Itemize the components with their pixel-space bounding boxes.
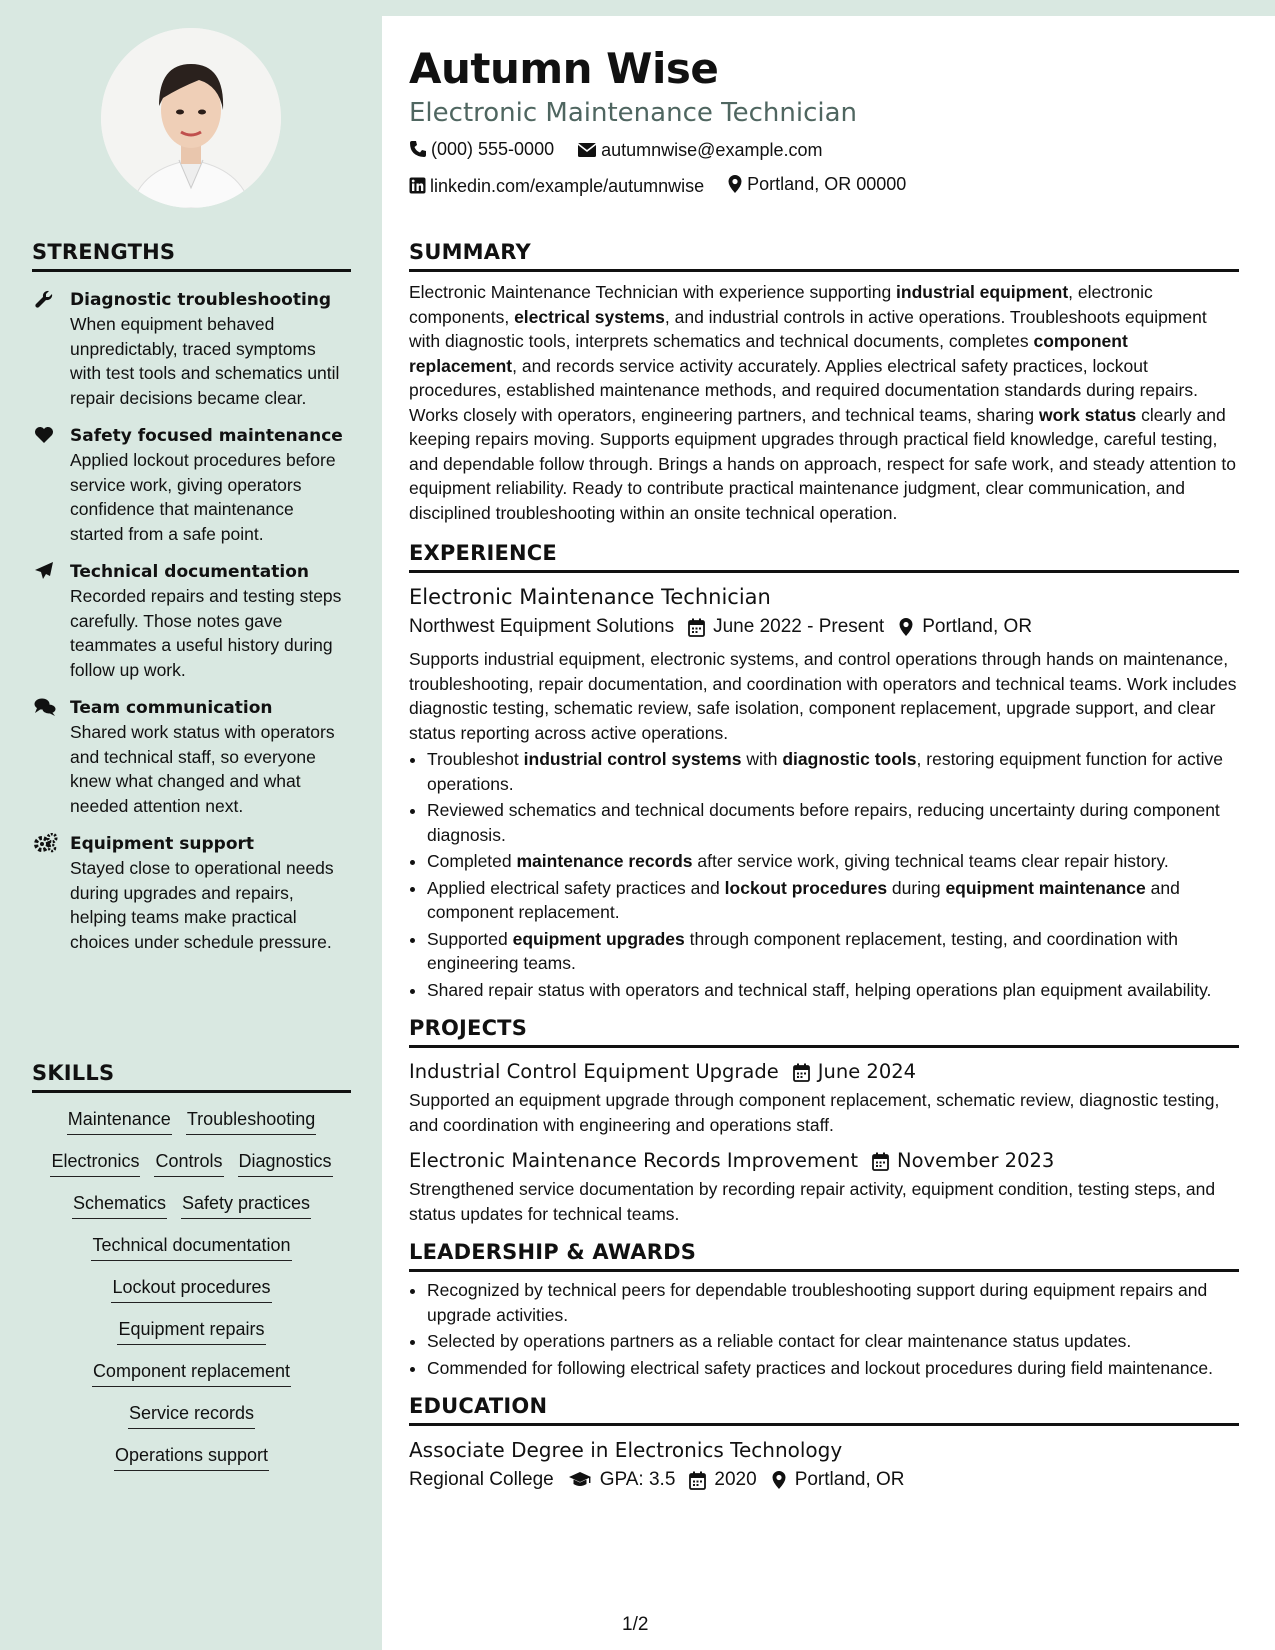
strength-desc: Shared work status with operators and technical staff, so everyone knew what changed and what needed attention next. [70,722,335,816]
job-title: Electronic Maintenance Technician [409,585,771,609]
experience-title: EXPERIENCE [409,541,1239,573]
degree-name: Associate Degree in Electronics Technology [409,1438,843,1462]
skill-row [32,1359,351,1387]
linkedin-text[interactable]: linkedin.com/example/autumnwise [430,175,705,196]
keyword-bold: equipment maintenance [945,877,1146,898]
strengths-section [32,240,351,968]
text-run: , and industrial controls in active operations. Troubleshoots equipment with diagnostic tools, interprets schematics and technical documents, completes [409,306,1207,351]
strength-title: Diagnostic troubleshooting [70,290,332,310]
school-name: Regional College [409,1469,554,1490]
projects-title: PROJECTS [409,1016,1239,1048]
project-name: Electronic Maintenance Records Improvement [409,1149,859,1172]
keyword-bold: work status [1039,404,1137,425]
text-run: Electronic Maintenance Technician with experience supporting [409,282,897,302]
phone-contact [409,136,554,162]
strength-desc: Stayed close to operational needs during upgrades and repairs, helping teams make practical choices under schedule pressure. [70,858,334,952]
profile-photo [101,28,281,208]
strengths-title: STRENGTHS [32,240,351,272]
skill-row [32,1191,351,1219]
location-text: Portland, OR 00000 [747,174,907,194]
education-location-text: Portland, OR [794,1469,905,1490]
skill-tag: Diagnostics [238,1149,333,1177]
skill-tag: Lockout procedures [111,1275,271,1303]
text-run: Completed [427,851,517,871]
linkedin-contact[interactable] [409,173,704,199]
gears-icon [34,833,56,855]
text-run: , electronic components, [409,282,1153,327]
keyword-bold: lockout procedures [724,877,888,898]
skill-tag: Safety practices [181,1191,311,1219]
job-location [898,613,1032,641]
project-desc: Supported an equipment upgrade through component replacement, schematic review, diagnostic testing, and coordination with engineering and operations staff. [409,1090,1220,1135]
keyword-bold: industrial equipment [896,282,1069,302]
job-bullet [427,849,1239,874]
text-run: after service work, giving technical teams clear repair history. [692,851,1169,871]
keyword-bold: component replacement [409,331,1128,376]
comments-icon [34,697,56,719]
company-name: Northwest Equipment Solutions [409,616,675,637]
job-bullet [427,876,1239,925]
leadership-title: LEADERSHIP & AWARDS [409,1240,1239,1272]
wrench-icon [34,289,56,311]
summary-text [409,280,1239,525]
text-run: , and records service activity accurately. Applies electrical safety practices, lockout procedures, established maintenance methods, and required documentation standards during repairs. Works closely with operators, engineering partners, and technical teams, sharing [409,355,1198,425]
strength-title: Team communication [70,698,273,718]
body-sections [409,240,1239,1494]
skill-tag: Electronics [50,1149,140,1177]
calendar-icon [689,1471,706,1490]
job-bullets [409,747,1239,1002]
skills-list [32,1107,351,1471]
skill-row [32,1275,351,1303]
email-contact[interactable] [577,137,822,163]
strength-item [32,832,351,954]
leadership-item: • Selected by operations partners as a reliable contact for clear maintenance status updates. [427,1329,1239,1354]
keyword-bold: electrical systems [514,306,665,327]
strength-item [32,696,351,818]
text-run: Supported [427,928,513,949]
strength-desc: When equipment behaved unpredictably, traced symptoms with test tools and schematics until repair decisions became clear. [70,314,340,408]
skill-tag: Operations support [114,1443,269,1471]
skill-tag: Component replacement [92,1359,291,1387]
skill-row [32,1149,351,1177]
skill-row [32,1317,351,1345]
skill-row [32,1107,351,1135]
linkedin-icon [409,177,426,194]
strength-item [32,288,351,410]
strength-item [32,560,351,682]
envelope-icon [577,142,597,158]
text-run: during [887,877,946,898]
location-contact [727,171,906,197]
job-description: Supports industrial equipment, electronic systems, and control operations through hands on maintenance, troubleshooting, repair documentation, and coordination with operators and technical teams. Work includes diagnostic testing, schematic review, safe isolation, component replacement, upgrade support, and clear status reporting across active operations. [409,649,1237,743]
skill-tag: Maintenance [67,1107,172,1135]
job-bullet [427,927,1239,976]
keyword-bold: diagnostic tools [782,749,917,769]
text-run: through component replacement, testing, and coordination with engineering teams. [427,928,1178,973]
calendar-icon [793,1063,810,1082]
text-run: and component replacement. [427,877,1180,922]
project-heading [409,1058,1239,1086]
strength-desc: Recorded repairs and testing steps carefully. Those notes gave teammates a useful history during follow up work. [70,586,342,680]
phone-text: (000) 555-0000 [431,139,555,159]
leadership-list [409,1278,1239,1380]
text-run: Shared repair status with operators and technical staff, helping operations plan equipment availability. [427,979,1212,1000]
skill-tag: Controls [154,1149,223,1177]
heart-icon [34,425,56,447]
skill-row [32,1443,351,1471]
job-dates-text: June 2022 - Present [713,616,885,637]
keyword-bold: equipment upgrades [512,928,685,949]
project-name: Industrial Control Equipment Upgrade [409,1060,779,1083]
text-run: Applied electrical safety practices and [427,877,725,898]
year-text: 2020 [714,1469,757,1490]
gpa-text: GPA: 3.5 [599,1469,676,1490]
job-dates [688,613,884,641]
graduation-cap-icon [568,1471,592,1489]
job-meta [409,613,1239,641]
phone-icon [409,140,427,158]
skills-title: SKILLS [32,1061,351,1093]
job-bullet [427,978,1239,1003]
paper-plane-icon [34,561,56,583]
education-meta [409,1466,1239,1494]
sidebar [0,0,382,1650]
education-title: EDUCATION [409,1394,1239,1426]
keyword-bold: maintenance records [516,851,693,871]
skill-tag: Service records [128,1401,255,1429]
calendar-icon [688,618,705,637]
summary-title: SUMMARY [409,240,1239,272]
project-date: November 2023 [897,1149,1055,1172]
calendar-icon [872,1152,889,1171]
project-desc: Strengthened service documentation by recording repair activity, equipment condition, testing steps, and status updates for technical teams. [409,1179,1216,1224]
keyword-bold: industrial control systems [523,749,742,769]
header [409,44,1239,201]
education-location [771,1466,905,1494]
strength-title: Safety focused maintenance [70,426,343,446]
text-run: , restoring equipment function for active operations. [427,749,1223,794]
page-number: 1/2 [622,1614,649,1635]
leadership-item: • Commended for following electrical safety practices and lockout procedures during field maintenance. [427,1356,1239,1381]
strength-title: Technical documentation [70,562,309,582]
skill-tag: Equipment repairs [117,1317,265,1345]
skill-tag: Troubleshooting [186,1107,316,1135]
skills-section [32,1061,351,1485]
contact-line-1 [409,136,1239,165]
text-run: with [741,749,783,769]
job-bullet [427,798,1239,847]
project-date: June 2024 [817,1060,917,1083]
email-text[interactable]: autumnwise@example.com [601,140,823,160]
map-marker-icon [727,174,743,194]
candidate-role: Electronic Maintenance Technician [409,98,857,128]
strength-title: Equipment support [70,834,255,854]
skill-row [32,1233,351,1261]
candidate-name: Autumn Wise [409,44,719,93]
text-run: clearly and keeping repairs moving. Supports equipment upgrades through practical field knowledge, careful testing, and dependable follow through. Brings a hands on approach, respect for safe work, and steady attention to equipment reliability. Ready to contribute practical maintenance judgment, clear communication, and disciplined troubleshooting within an onsite technical operation. [409,404,1236,523]
main-content [382,16,1275,1650]
contact-line-2 [409,171,1239,201]
graduation-year [689,1466,756,1494]
project-heading [409,1147,1239,1175]
job-location-text: Portland, OR [922,616,1033,637]
gpa [568,1466,676,1494]
text-run: Troubleshot [427,749,524,769]
skill-row [32,1401,351,1429]
text-run: Reviewed schematics and technical documents before repairs, reducing uncertainty during component diagnosis. [427,800,1220,845]
strength-item [32,424,351,546]
map-marker-icon [771,1470,787,1490]
strength-desc: Applied lockout procedures before service work, giving operators confidence that maintenance started from a safe point. [70,450,336,544]
job-bullet [427,747,1239,796]
leadership-item: • Recognized by technical peers for dependable troubleshooting support during equipment repairs and upgrade activities. [427,1278,1239,1327]
map-marker-icon [898,617,914,637]
skill-tag: Technical documentation [91,1233,291,1261]
skill-tag: Schematics [72,1191,167,1219]
